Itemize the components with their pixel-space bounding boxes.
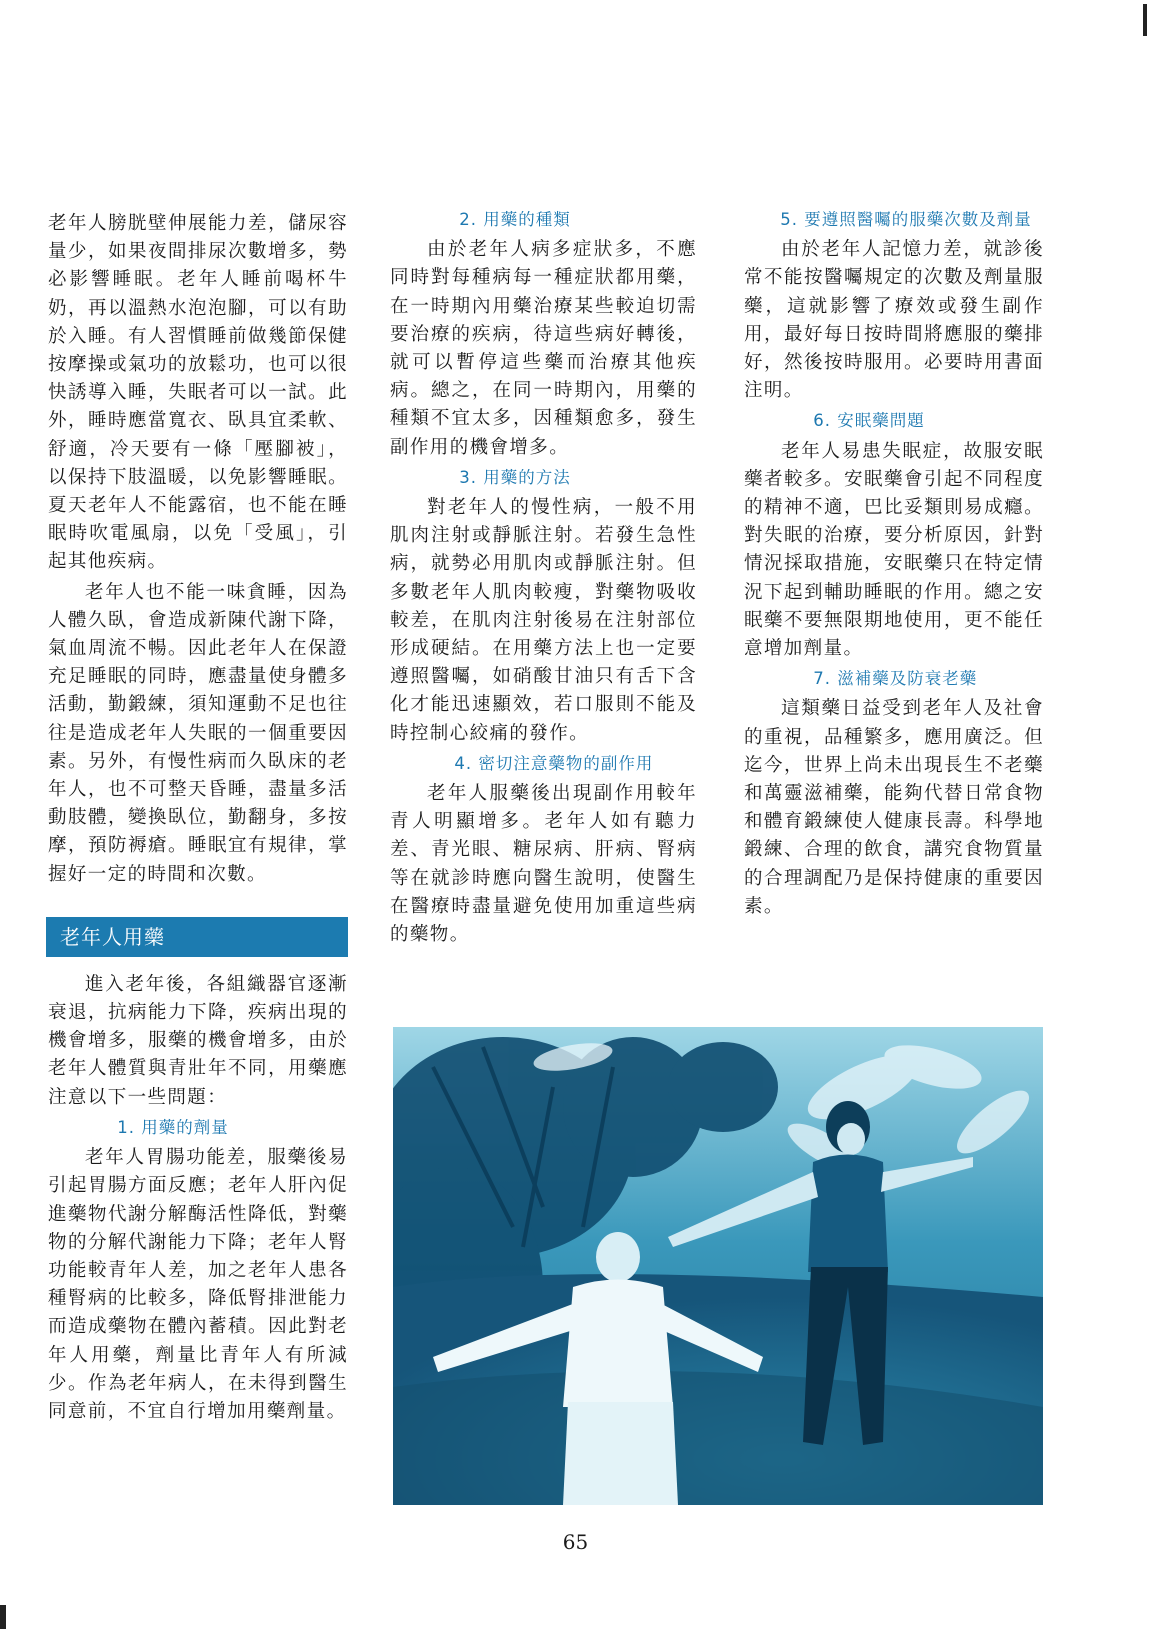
photo-illustration: [393, 1027, 1043, 1505]
photo-elderly-exercising: [393, 1027, 1043, 1505]
column-1: [48, 210, 348, 1428]
section-title-elderly-medication: 老年人用藥: [46, 917, 348, 957]
paragraph-sleep-habits: 老年人膀胱壁伸展能力差，儲尿容量少，如果夜間排尿次數增多，勢必影響睡眠。老年人睡前喝杯牛奶，再以溫熱水泡泡腳，可以有助於入睡。有人習慣睡前做幾節保健按摩操或氣功的放鬆功，也可以很快誘導入睡，失眠者可以一試。此外，睡時應當寬衣、臥具宜柔軟、舒適，冷天要有一條「壓腳被」，以保持下肢溫暖，以免影響睡眠。夏天老年人不能露宿，也不能在睡眠時吹電風扇，以免「受風」，引起其他疾病。: [48, 213, 348, 573]
subheading-tonics: 7. 滋補藥及防衰老藥: [813, 669, 978, 689]
column-3: [744, 210, 1044, 923]
scan-edge-mark: [1139, 0, 1151, 40]
paragraph-sleeping-pills: 老年人易患失眠症，故服安眠藥者較多。安眠藥會引起不同程度的精神不適，巴比妥類則易成癮。對失眠的治療，要分析原因，針對情況採取措施，安眠藥只在特定情況下起到輔助睡眠的作用。總之安眠藥不要無限期地使用，更不能任意增加劑量。: [744, 440, 1044, 660]
paragraph-dose-frequency: 由於老年人記憶力差，就診後常不能按醫囑規定的次數及劑量服藥，這就影響了療效或發生副作用，最好每日按時間將應服的藥排好，然後按時服用。必要時用書面注明。: [744, 239, 1044, 402]
paragraph-side-effects: 老年人服藥後出現副作用較年青人明顯增多。老年人如有聽力差、青光眼、糖尿病、肝病、腎病等在就診時應向醫生說明，使醫生在醫療時盡量避免使用加重這些病的藥物。: [390, 783, 697, 946]
subheading-drug-types: 2. 用藥的種類: [459, 210, 571, 229]
paragraph-avoid-oversleeping: 老年人也不能一味貪睡，因為人體久臥，會造成新陳代謝下降，氣血周流不暢。因此老年人在保證充足睡眠的同時，應盡量使身體多活動，勤鍛練，須知運動不足也往往是造成老年人失眠的一個重要因素。另外，有慢性病而久臥床的老年人，也不可整天昏睡，盡量多活動肢體，變換臥位，勤翻身，多按摩，預防褥瘡。睡眠宜有規律，掌握好一定的時間和次數。: [48, 581, 348, 885]
paragraph-drug-types: 由於老年人病多症狀多，不應同時對每種病每一種症狀都用藥，在一時期內用藥治療某些較迫切需要治療的疾病，待這些病好轉後，就可以暫停這些藥而治療其他疾病。總之，在同一時期內，用藥的種類不宜太多，因種類愈多，發生副作用的機會增多。: [390, 239, 697, 458]
paragraph-tonics: 這類藥日益受到老年人及社會的重視，品種繁多，應用廣泛。但迄今，世界上尚未出現長生不老藥和萬靈滋補藥，能夠代替日常食物和體育鍛練使人健康長壽。科學地鍛練、合理的飲食，講究食物質量的合理調配乃是保持健康的重要因素。: [744, 698, 1044, 917]
paragraph-dosage: 老年人胃腸功能差，服藥後易引起胃腸方面反應；老年人肝內促進藥物代謝分解酶活性降低，對藥物的分解代謝能力下降；老年人腎功能較青年人差，加之老年人患各種腎病的比較多，降低腎排泄能力而造成藥物在體內蓄積。因此對老年人用藥，劑量比青年人有所減少。作為老年病人，在未得到醫生同意前，不宜自行增加用藥劑量。: [48, 1147, 348, 1422]
column-2: [390, 210, 697, 951]
subheading-sleeping-pills: 6. 安眠藥問題: [813, 411, 925, 431]
subheading-dosage: 1. 用藥的劑量: [117, 1117, 229, 1137]
paragraph-medication-intro: 進入老年後，各組織器官逐漸衰退，抗病能力下降，疾病出現的機會增多，服藥的機會增多，由於老年人體質與青壯年不同，用藥應注意以下一些問題：: [48, 973, 348, 1108]
paragraph-drug-methods: 對老年人的慢性病，一般不用肌肉注射或靜脈注射。若發生急性病，就勢必用肌肉或靜脈注射。但多數老年人肌肉較瘦，對藥物吸收較差，在肌肉注射後易在注射部位形成硬結。在用藥方法上也一定要遵照醫囑，如硝酸甘油只有舌下含化才能迅速顯效，若口服則不能及時控制心絞痛的發作。: [390, 497, 697, 744]
page-number: 65: [562, 1530, 589, 1554]
subheading-drug-methods: 3. 用藥的方法: [459, 467, 571, 487]
scan-edge-mark-bottom: [0, 1599, 14, 1629]
subheading-dose-frequency: 5. 要遵照醫囑的服藥次數及劑量: [780, 210, 1032, 229]
subheading-side-effects: 4. 密切注意藥物的副作用: [454, 753, 654, 773]
